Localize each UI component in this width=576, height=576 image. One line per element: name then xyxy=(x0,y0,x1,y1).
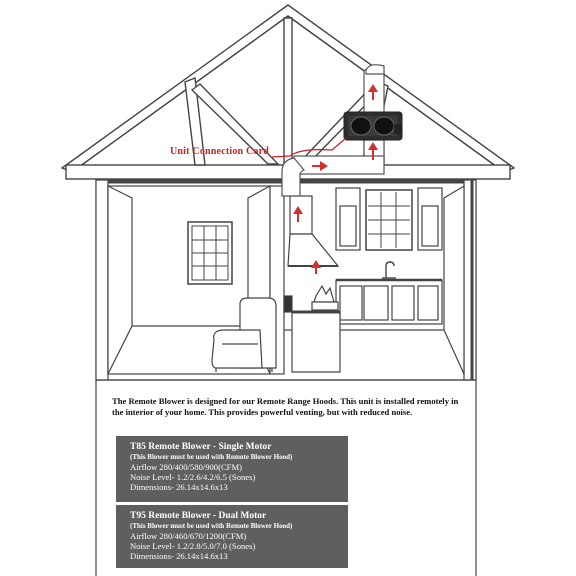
product-note: (This Blower must be used with Remote Blower Hood) xyxy=(130,522,293,530)
product-panel-t95 xyxy=(116,505,348,568)
kitchen-window xyxy=(366,190,412,250)
product-dimensions: Dimensions- 26.14x14.6x13 xyxy=(130,482,228,492)
product-panel-t85 xyxy=(116,436,348,502)
window-left xyxy=(188,222,232,284)
product-dimensions: Dimensions- 26.14x14.6x13 xyxy=(130,551,228,561)
lower-cabinets xyxy=(336,280,442,324)
product-airflow: Airflow 280/460/670/1200(CFM) xyxy=(130,531,247,541)
product-title: T95 Remote Blower - Dual Motor xyxy=(130,511,267,521)
remote-blower-unit xyxy=(344,112,402,140)
cord-label: Unit Connection Cord xyxy=(170,146,270,157)
roof-truss xyxy=(62,5,514,179)
product-airflow: Airflow 280/400/580/900(CFM) xyxy=(130,462,242,472)
product-noise: Noise Level- 1.2/2.8/5.0/7.0 (Sones) xyxy=(130,541,256,551)
product-noise: Noise Level- 1.2/2.6/4.2/6.5 (Sones) xyxy=(130,472,256,482)
intro-text: The Remote Blower is designed for our Remote Range Hoods. This unit is installed remotely in the interior of your home. This provides powerful venting, but with reduced noise. xyxy=(112,396,459,417)
product-note: (This Blower must be used with Remote Blower Hood) xyxy=(130,453,293,461)
product-title: T85 Remote Blower - Single Motor xyxy=(130,442,272,452)
